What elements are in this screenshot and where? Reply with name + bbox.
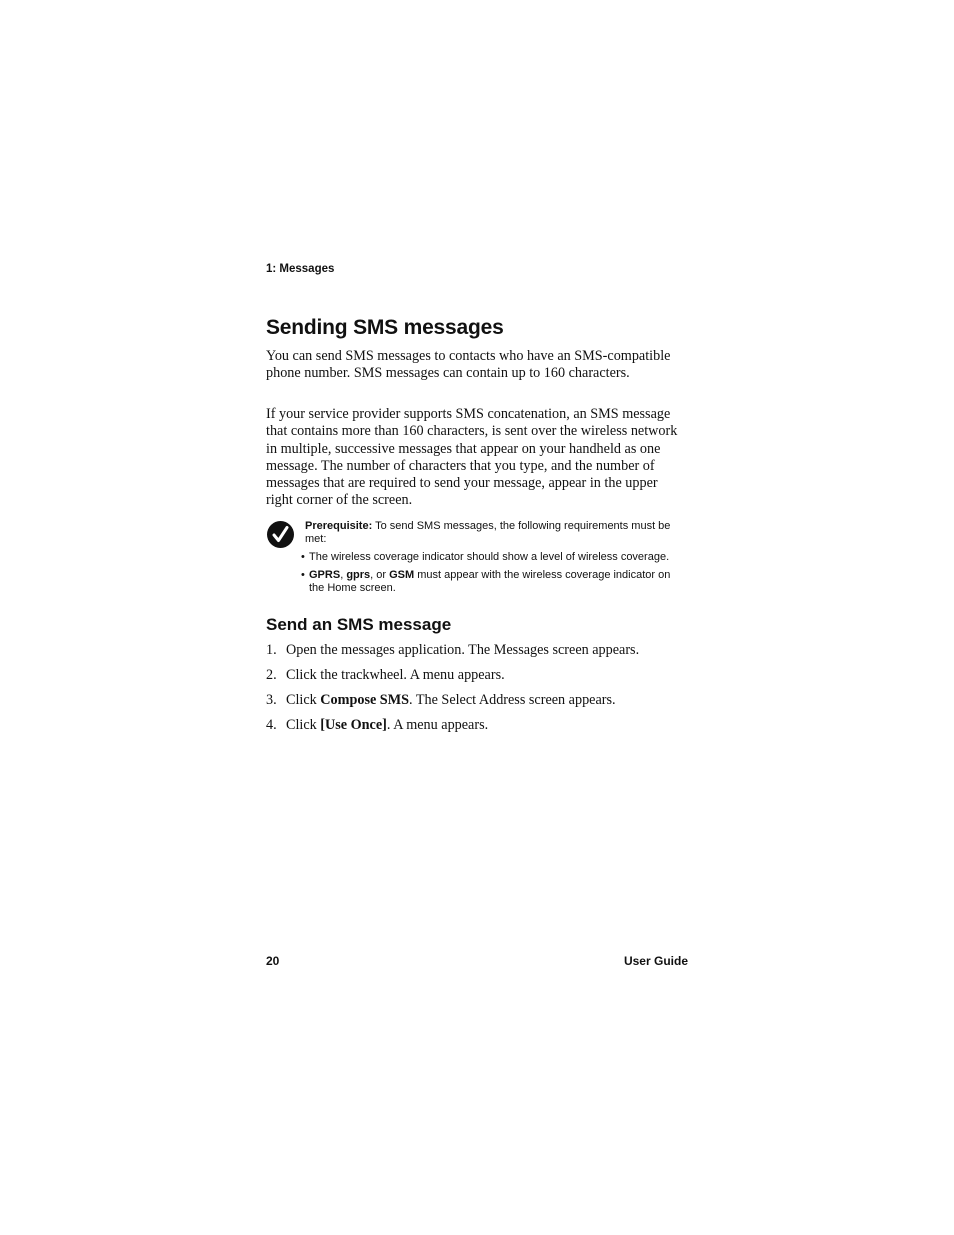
prerequisite-label: Prerequisite: <box>305 520 373 532</box>
checkmark-icon <box>267 521 294 548</box>
step-number: 3. <box>266 692 277 708</box>
step-number: 2. <box>266 667 277 683</box>
list-item <box>301 551 685 564</box>
procedure-steps <box>266 642 696 742</box>
prerequisite-text: To send SMS messages, the following requirements must be met: <box>305 520 671 545</box>
step-text-part: Open the messages application. The Messages screen appears. <box>286 642 640 658</box>
step-text <box>286 667 505 684</box>
page-number: 20 <box>266 954 280 968</box>
section-title: Sending SMS messages <box>266 316 504 339</box>
step-item <box>266 692 696 717</box>
document-title: User Guide <box>623 954 688 968</box>
bullet-text <box>309 569 685 595</box>
step-number: 4. <box>266 717 277 733</box>
step-text <box>286 717 488 734</box>
step-text-part: . A menu appears. <box>386 717 489 733</box>
bullet-rest: must appear with the wireless coverage indicator on the Home screen. <box>309 569 671 594</box>
step-text-part: Click the trackwheel. A menu appears. <box>286 667 505 683</box>
step-text <box>286 692 616 709</box>
separator: , <box>340 569 347 581</box>
step-item <box>266 717 696 742</box>
separator: , or <box>370 569 390 581</box>
bullet-dot: • <box>301 569 305 581</box>
step-item <box>266 642 696 667</box>
step-command: [Use Once] <box>320 717 387 733</box>
running-head: 1: Messages <box>266 263 335 275</box>
step-item <box>266 667 696 692</box>
bullet-dot: • <box>301 551 305 563</box>
step-text <box>286 642 639 659</box>
concatenation-paragraph: If your service provider supports SMS concatenation, an SMS message that contains more than 160 characters, is sent over the wireless network in multiple, successive messages that appear on your handheld as one message. The number of characters that you type, and the number of messages that are required to send your message, appear in the upper right corner of the screen. <box>266 406 678 509</box>
step-number: 1. <box>266 642 277 658</box>
step-text-part: Click <box>286 717 321 733</box>
intro-paragraph: You can send SMS messages to contacts who have an SMS-compatible phone number. SMS messages can contain up to 160 characters. <box>266 348 671 382</box>
step-text-part: Click <box>286 692 321 708</box>
step-command: Compose SMS <box>320 692 409 708</box>
term-gprs-lower: gprs <box>346 569 371 581</box>
step-text-part: . The Select Address screen appears. <box>408 692 616 708</box>
bullet-text: The wireless coverage indicator should show a level of wireless coverage. <box>309 551 670 563</box>
term-gprs-upper: GPRS <box>309 569 341 581</box>
procedure-title: Send an SMS message <box>266 615 452 634</box>
term-gsm: GSM <box>389 569 415 581</box>
list-item <box>301 569 685 595</box>
prerequisite-note <box>305 520 685 546</box>
